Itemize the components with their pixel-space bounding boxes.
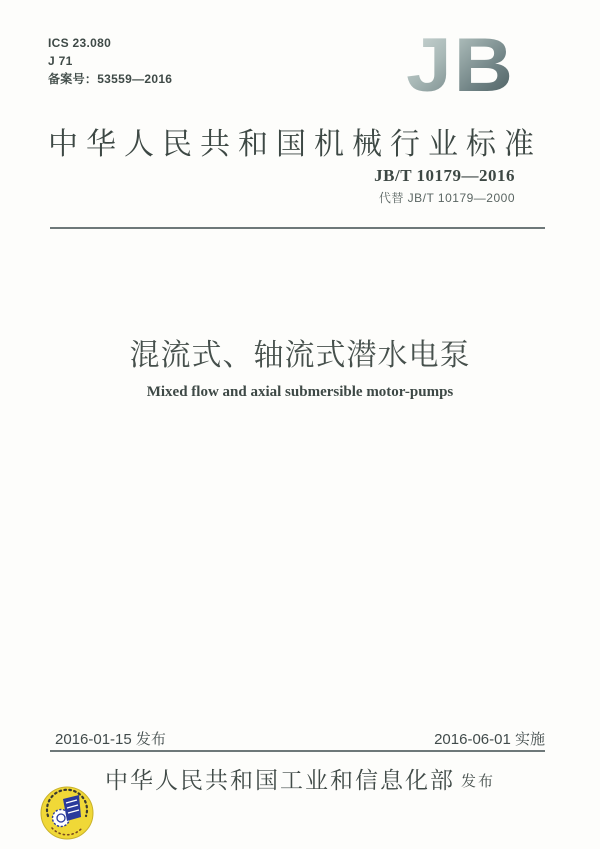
standard-number: JB/T 10179—2016 [374, 166, 515, 185]
standard-number-block [374, 166, 515, 206]
document-title-chinese: 混流式、轴流式潜水电泵 [129, 339, 471, 372]
publish-label: 发布 [460, 773, 495, 790]
publisher-name: 中华人民共和国工业和信息化部 [104, 767, 455, 793]
record-number: 备案号：53559—2016 [48, 72, 173, 86]
footer-rule [50, 750, 545, 752]
replaces-note: 代替 JB/T 10179—2000 [378, 191, 515, 205]
ics-code: ICS 23.080 [48, 36, 112, 50]
header-rule [50, 227, 545, 229]
jb-logo: JB [406, 23, 515, 108]
industry-seal-icon [40, 786, 94, 840]
standard-header-title: 中华人民共和国机械行业标准 [48, 128, 542, 161]
issue-date: 2016-01-15 发布 [55, 731, 166, 748]
document-title-english: Mixed flow and axial submersible motor-pumps [146, 384, 454, 400]
implement-date: 2016-06-01 实施 [434, 731, 545, 748]
dates-row [55, 728, 545, 749]
class-code: J 71 [48, 54, 73, 68]
classification-codes [48, 34, 172, 88]
